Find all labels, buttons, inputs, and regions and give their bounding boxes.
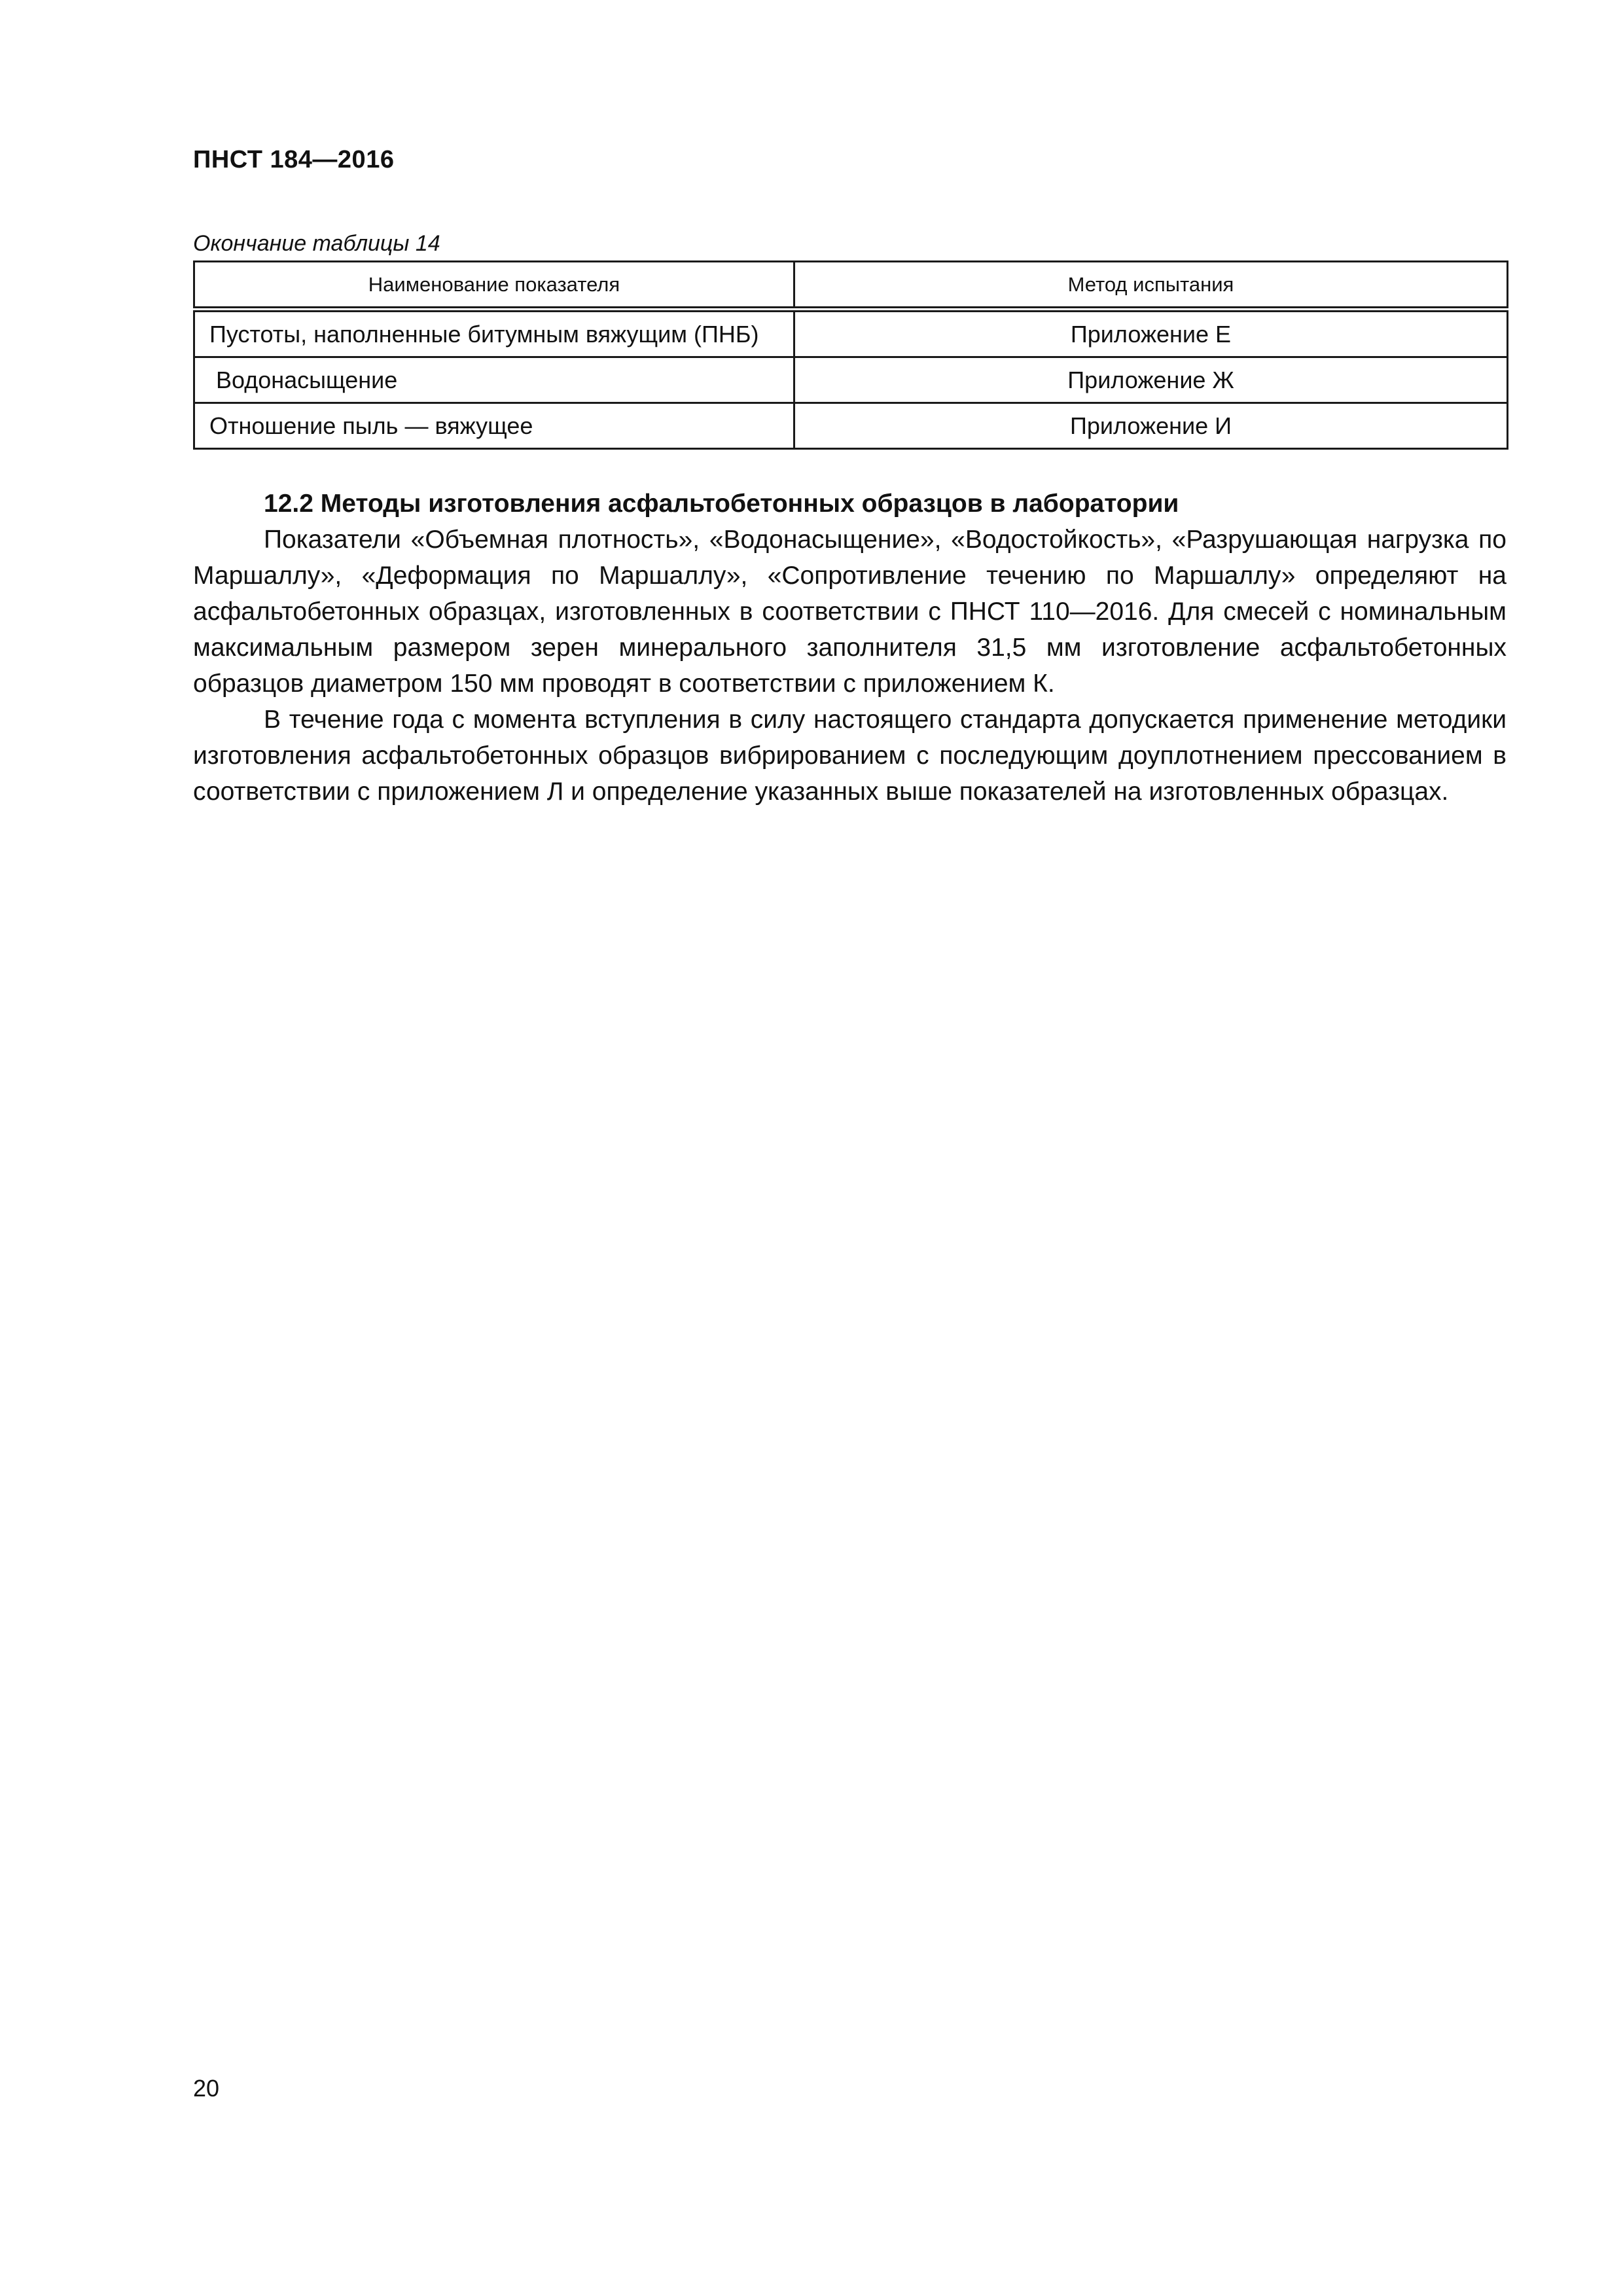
table-row bbox=[194, 310, 1508, 357]
indicator-cell: Водонасыщение bbox=[194, 357, 794, 403]
section-body bbox=[193, 486, 1507, 810]
column-header-method: Метод испытания bbox=[794, 262, 1508, 310]
method-cell: Приложение Ж bbox=[794, 357, 1508, 403]
method-cell: Приложение И bbox=[794, 403, 1508, 449]
table-header-row bbox=[194, 262, 1508, 310]
paragraph: В течение года с момента вступления в силу настоящего стандарта допускается применение методики изготовления асфальтобетонных образцов вибрированием с последующим доуплотнением прессованием в соответствии с приложением Л и определение указанных выше показателей на изготовленных образцах. bbox=[193, 706, 1507, 806]
test-methods-table bbox=[193, 260, 1508, 450]
page-number: 20 bbox=[193, 2075, 220, 2102]
document-code: ПНСТ 184—2016 bbox=[193, 146, 395, 173]
table-row bbox=[194, 357, 1508, 403]
section-heading: 12.2 Методы изготовления асфальтобетонных образцов в лаборатории bbox=[264, 490, 1179, 518]
indicator-cell: Пустоты, наполненные битумным вяжущим (ПНБ) bbox=[194, 310, 794, 357]
indicator-cell: Отношение пыль — вяжущее bbox=[194, 403, 794, 449]
table-row bbox=[194, 403, 1508, 449]
column-header-indicator: Наименование показателя bbox=[194, 262, 794, 310]
method-cell: Приложение Е bbox=[794, 310, 1508, 357]
paragraph: Показатели «Объемная плотность», «Водонасыщение», «Водостойкость», «Разрушающая нагрузка по Маршаллу», «Деформация по Маршаллу», «Сопротивление течению по Маршаллу» определяют на асфальтобетонных образцах, изготовленных в соответствии с ПНСТ 110—2016. Для смесей с номинальным максимальным размером зерен минерального заполнителя 31,5 мм изготовление асфальтобетонных образцов диаметром 150 мм проводят в соответствии с приложением К. bbox=[193, 526, 1507, 698]
table-caption: Окончание таблицы 14 bbox=[193, 231, 440, 256]
